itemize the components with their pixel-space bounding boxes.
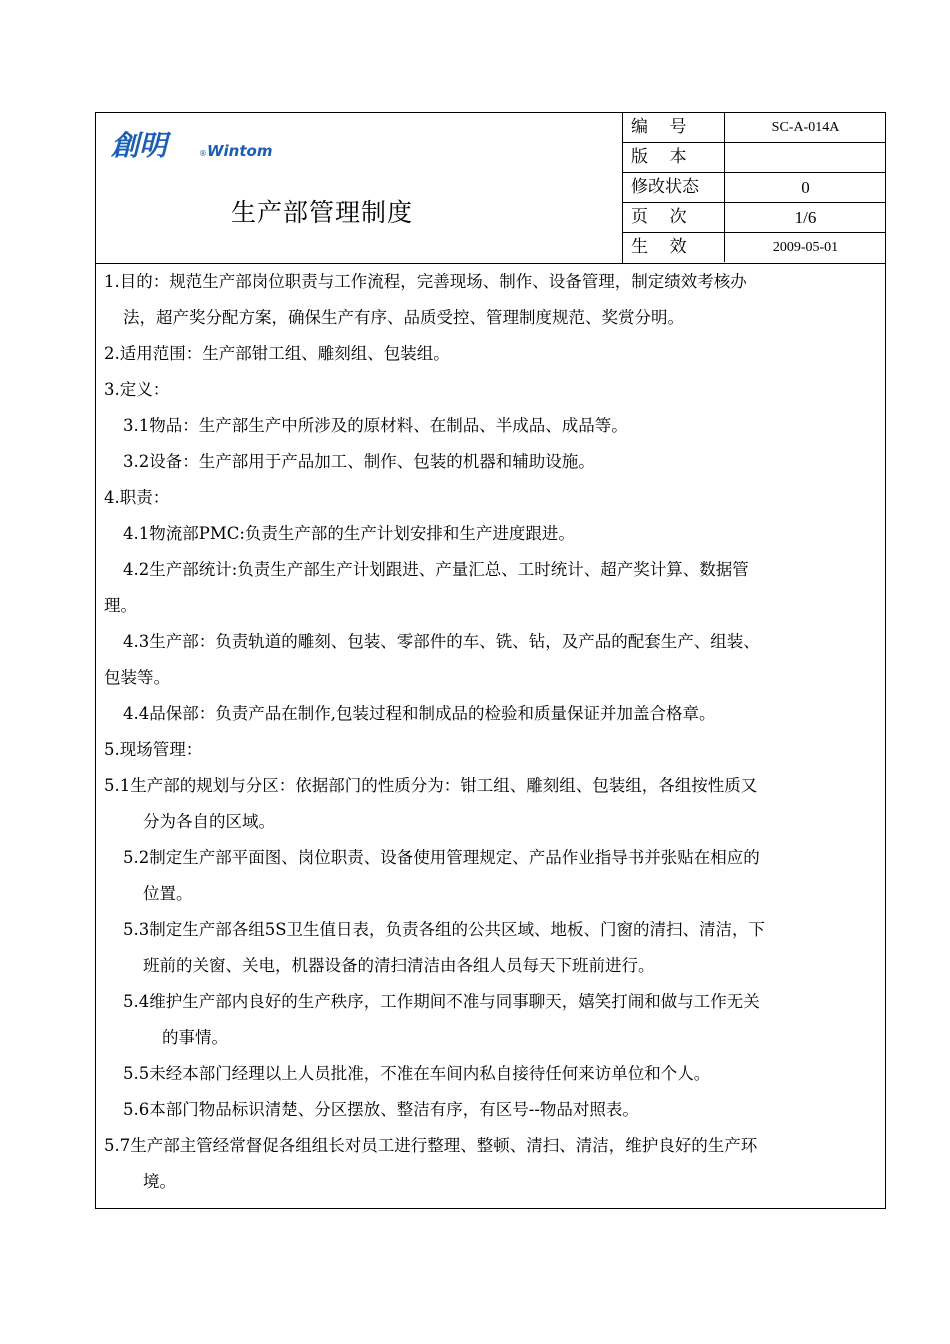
document-meta-table	[622, 113, 886, 263]
meta-label: 修改状态	[623, 173, 725, 202]
logo-chinese: 創明	[111, 129, 168, 162]
meta-row-number	[623, 113, 886, 143]
meta-label: 页 次	[623, 203, 725, 232]
body-line: 的事情。	[162, 1028, 228, 1047]
document-frame	[95, 112, 886, 1209]
body-line: 4.2生产部统计:负责生产部生产计划跟进、产量汇总、工时统计、超产奖计算、数据管	[123, 560, 749, 579]
document-header	[96, 113, 885, 264]
body-line: 3.1物品：生产部生产中所涉及的原材料、在制品、半成品、成品等。	[123, 416, 628, 435]
meta-label: 编 号	[623, 113, 725, 142]
body-line: 位置。	[143, 884, 193, 903]
body-line: 3.2设备：生产部用于产品加工、制作、包装的机器和辅助设施。	[123, 452, 595, 471]
meta-value: SC-A-014A	[771, 120, 840, 135]
body-line: 5.4维护生产部内良好的生产秩序，工作期间不准与同事聊天，嬉笑打闹和做与工作无关	[123, 992, 760, 1011]
body-line: 4.3生产部：负责轨道的雕刻、包装、零部件的车、铣、钻，及产品的配套生产、组装、	[123, 632, 760, 651]
body-line: 4.1物流部PMC:负责生产部的生产计划安排和生产进度跟进。	[123, 524, 575, 543]
logo-registered: ®	[199, 149, 207, 158]
meta-value: 1/6	[794, 208, 817, 227]
body-line: 1.目的：规范生产部岗位职责与工作流程，完善现场、制作、设备管理，制定绩效考核办	[104, 272, 747, 291]
body-line: 分为各自的区域。	[143, 812, 275, 831]
body-line: 班前的关窗、关电，机器设备的清扫清洁由各组人员每天下班前进行。	[143, 956, 655, 975]
meta-value: 2009-05-01	[772, 240, 839, 255]
body-line: 5.5未经本部门经理以上人员批准，不准在车间内私自接待任何来访单位和个人。	[123, 1064, 711, 1083]
body-line: 2.适用范围：生产部钳工组、雕刻组、包装组。	[104, 344, 450, 363]
body-line: 5.现场管理：	[104, 740, 203, 759]
meta-label: 生 效	[623, 233, 725, 262]
meta-label: 版 本	[623, 143, 725, 172]
meta-row-version	[623, 143, 886, 173]
body-line: 理。	[104, 596, 137, 615]
logo-latin: Wintom	[207, 142, 273, 160]
body-line: 法，超产奖分配方案，确保生产有序、品质受控、管理制度规范、奖赏分明。	[123, 308, 684, 327]
body-line: 5.6本部门物品标识清楚、分区摆放、整洁有序，有区号--物品对照表。	[123, 1100, 639, 1119]
body-line: 5.1生产部的规划与分区：依据部门的性质分为：钳工组、雕刻组、包装组，各组按性质又	[104, 776, 758, 795]
meta-row-revision	[623, 173, 886, 203]
document-title: 生产部管理制度	[231, 198, 414, 227]
body-line: 5.3制定生产部各组5S卫生值日表，负责各组的公共区域、地板、门窗的清扫、清洁，下	[123, 920, 766, 939]
meta-value: 0	[801, 178, 810, 197]
body-line: 5.2制定生产部平面图、岗位职责、设备使用管理规定、产品作业指导书并张贴在相应的	[123, 848, 760, 867]
body-line: 境。	[143, 1172, 176, 1191]
body-line: 4.职责：	[104, 488, 170, 507]
body-line: 包装等。	[104, 668, 170, 687]
meta-row-effective	[623, 233, 886, 263]
meta-row-page	[623, 203, 886, 233]
company-logo	[111, 125, 281, 165]
body-line: 5.7生产部主管经常督促各组组长对员工进行整理、整顿、清扫、清洁，维护良好的生产环	[104, 1136, 758, 1155]
body-line: 3.定义：	[104, 380, 170, 399]
body-line: 4.4品保部：负责产品在制作,包装过程和制成品的检验和质量保证并加盖合格章。	[123, 704, 716, 723]
meta-value	[725, 143, 886, 172]
